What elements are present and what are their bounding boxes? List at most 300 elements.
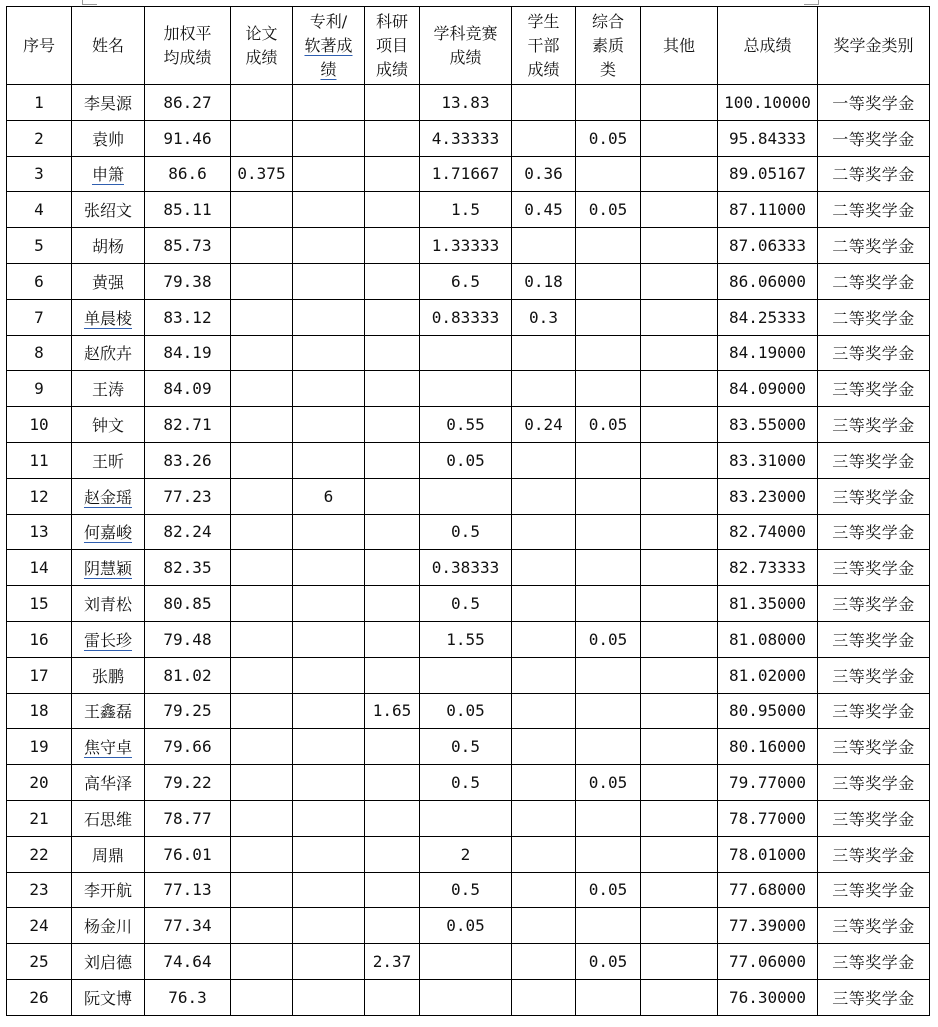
- header-name-line: 姓名: [91, 35, 124, 55]
- cell-contest: [420, 192, 512, 228]
- cell-paper: [231, 407, 293, 443]
- cell-category: [818, 836, 930, 872]
- total-text: 86.06000: [728, 271, 807, 291]
- cell-category: [818, 872, 930, 908]
- cell-category: [818, 335, 930, 371]
- table-row: [7, 765, 930, 801]
- quality-text: 0.05: [588, 200, 628, 220]
- cell-gpa: [145, 228, 231, 264]
- header-research: [365, 7, 420, 85]
- cell-category: [818, 621, 930, 657]
- cell-contest: [420, 156, 512, 192]
- cell-paper: [231, 872, 293, 908]
- gpa-text: 85.73: [163, 236, 212, 256]
- cell-quality: [576, 335, 641, 371]
- cadre-text: 0.45: [524, 200, 563, 220]
- cell-cadre: [512, 442, 576, 478]
- total-text: 79.77000: [728, 773, 807, 793]
- cell-gpa: [145, 657, 231, 693]
- cell-seq: [7, 156, 72, 192]
- gpa-text: 77.34: [163, 916, 212, 936]
- total-text: 84.25333: [728, 307, 807, 327]
- header-contest: [420, 7, 512, 85]
- name-text: 赵欣卉: [83, 344, 132, 364]
- cell-patent: [293, 478, 365, 514]
- cell-patent: [293, 85, 365, 121]
- contest-text: 0.05: [446, 701, 485, 721]
- total-text: 89.05167: [728, 164, 807, 184]
- total-text: 95.84333: [728, 128, 807, 148]
- cell-research: [365, 228, 420, 264]
- header-other-line: 其他: [662, 35, 695, 55]
- cell-cadre: [512, 944, 576, 980]
- cell-cadre: [512, 836, 576, 872]
- cell-patent: [293, 407, 365, 443]
- category-text: 二等奖学金: [832, 201, 915, 221]
- cell-cadre: [512, 765, 576, 801]
- cell-research: [365, 192, 420, 228]
- cell-cadre: [512, 335, 576, 371]
- cell-research: [365, 800, 420, 836]
- name-text: 李开航: [83, 881, 132, 901]
- cell-other: [641, 979, 718, 1015]
- gpa-text: 76.01: [163, 844, 212, 864]
- cell-patent: [293, 979, 365, 1015]
- table-row: [7, 371, 930, 407]
- category-text: 三等奖学金: [832, 344, 915, 364]
- total-text: 87.06333: [728, 236, 807, 256]
- name-text: 杨金川: [83, 917, 132, 937]
- total-text: 82.73333: [728, 558, 807, 578]
- cell-paper: [231, 729, 293, 765]
- cell-name: [72, 657, 145, 693]
- cell-paper: [231, 228, 293, 264]
- seq-text: 14: [29, 558, 49, 578]
- cell-total: [718, 299, 818, 335]
- contest-text: 1.55: [446, 629, 485, 649]
- name-text: 周鼎: [91, 845, 124, 865]
- category-text: 三等奖学金: [832, 523, 915, 543]
- patent-text: 6: [323, 486, 334, 506]
- name-text: 焦守卓: [83, 738, 132, 758]
- cell-paper: [231, 657, 293, 693]
- cell-paper: [231, 120, 293, 156]
- cell-research: [365, 550, 420, 586]
- cell-paper: [231, 85, 293, 121]
- cell-cadre: [512, 729, 576, 765]
- cell-quality: [576, 586, 641, 622]
- cell-seq: [7, 729, 72, 765]
- total-text: 84.09000: [728, 379, 807, 399]
- cell-quality: [576, 192, 641, 228]
- table-row: [7, 514, 930, 550]
- cell-name: [72, 299, 145, 335]
- seq-text: 4: [34, 200, 44, 220]
- cell-research: [365, 872, 420, 908]
- gpa-text: 85.11: [163, 200, 212, 220]
- cell-gpa: [145, 299, 231, 335]
- cell-category: [818, 299, 930, 335]
- category-text: 一等奖学金: [832, 129, 915, 149]
- cell-seq: [7, 478, 72, 514]
- cell-seq: [7, 299, 72, 335]
- cell-seq: [7, 228, 72, 264]
- cell-category: [818, 156, 930, 192]
- cell-other: [641, 621, 718, 657]
- category-text: 二等奖学金: [832, 308, 915, 328]
- seq-text: 2: [34, 128, 44, 148]
- cell-name: [72, 872, 145, 908]
- contest-text: 1.5: [451, 200, 480, 220]
- scholarship-table: [6, 6, 930, 1016]
- cell-cadre: [512, 85, 576, 121]
- cell-quality: [576, 693, 641, 729]
- table-row: [7, 550, 930, 586]
- cell-contest: [420, 371, 512, 407]
- cell-patent: [293, 729, 365, 765]
- cell-cadre: [512, 872, 576, 908]
- quality-text: 0.05: [588, 880, 628, 900]
- cell-total: [718, 263, 818, 299]
- cell-contest: [420, 836, 512, 872]
- cell-total: [718, 872, 818, 908]
- contest-text: 0.5: [451, 594, 480, 614]
- category-text: 三等奖学金: [832, 738, 915, 758]
- cell-gpa: [145, 85, 231, 121]
- cell-seq: [7, 908, 72, 944]
- cell-total: [718, 156, 818, 192]
- cell-research: [365, 514, 420, 550]
- cell-name: [72, 85, 145, 121]
- cell-gpa: [145, 872, 231, 908]
- category-text: 三等奖学金: [832, 487, 915, 507]
- cell-category: [818, 550, 930, 586]
- cell-patent: [293, 156, 365, 192]
- cell-seq: [7, 514, 72, 550]
- cell-category: [818, 228, 930, 264]
- cell-quality: [576, 156, 641, 192]
- cell-research: [365, 586, 420, 622]
- cell-seq: [7, 800, 72, 836]
- category-text: 三等奖学金: [832, 845, 915, 865]
- cell-name: [72, 156, 145, 192]
- cell-paper: [231, 586, 293, 622]
- header-patent: [293, 7, 365, 85]
- cell-research: [365, 85, 420, 121]
- cell-other: [641, 263, 718, 299]
- cell-research: [365, 657, 420, 693]
- table-row: [7, 85, 930, 121]
- cell-other: [641, 765, 718, 801]
- seq-text: 25: [29, 952, 49, 972]
- table-row: [7, 872, 930, 908]
- header-paper: [231, 7, 293, 85]
- table-row: [7, 263, 930, 299]
- cell-seq: [7, 335, 72, 371]
- table-row: [7, 657, 930, 693]
- cell-cadre: [512, 908, 576, 944]
- cell-name: [72, 263, 145, 299]
- cell-total: [718, 228, 818, 264]
- gpa-text: 82.24: [163, 522, 212, 542]
- contest-text: 0.55: [446, 415, 485, 435]
- cell-name: [72, 478, 145, 514]
- cell-other: [641, 299, 718, 335]
- gpa-text: 78.77: [163, 808, 212, 828]
- total-text: 77.06000: [728, 952, 807, 972]
- cell-total: [718, 120, 818, 156]
- cell-contest: [420, 407, 512, 443]
- header-research-line: 项目: [375, 35, 408, 55]
- cell-total: [718, 729, 818, 765]
- cell-contest: [420, 120, 512, 156]
- category-text: 三等奖学金: [832, 666, 915, 686]
- cell-category: [818, 586, 930, 622]
- cell-contest: [420, 85, 512, 121]
- cell-seq: [7, 836, 72, 872]
- contest-text: 1.33333: [431, 236, 500, 256]
- gpa-text: 83.26: [163, 450, 212, 470]
- cell-cadre: [512, 514, 576, 550]
- gpa-text: 79.22: [163, 773, 212, 793]
- seq-text: 8: [34, 343, 44, 363]
- cell-other: [641, 586, 718, 622]
- cell-gpa: [145, 371, 231, 407]
- contest-text: 0.05: [446, 916, 485, 936]
- cell-total: [718, 335, 818, 371]
- cell-paper: [231, 800, 293, 836]
- cell-paper: [231, 299, 293, 335]
- cell-contest: [420, 872, 512, 908]
- cell-other: [641, 156, 718, 192]
- cell-paper: [231, 371, 293, 407]
- cell-other: [641, 693, 718, 729]
- cell-contest: [420, 442, 512, 478]
- cell-quality: [576, 872, 641, 908]
- cell-patent: [293, 228, 365, 264]
- table-row: [7, 192, 930, 228]
- cell-other: [641, 442, 718, 478]
- cell-patent: [293, 621, 365, 657]
- gpa-text: 76.3: [168, 987, 207, 1007]
- cell-seq: [7, 765, 72, 801]
- cell-patent: [293, 872, 365, 908]
- cell-category: [818, 944, 930, 980]
- cell-cadre: [512, 228, 576, 264]
- seq-text: 24: [29, 916, 49, 936]
- cell-category: [818, 693, 930, 729]
- cell-research: [365, 765, 420, 801]
- cell-other: [641, 800, 718, 836]
- header-quality-line: 素质: [591, 35, 624, 55]
- gpa-text: 83.12: [163, 307, 212, 327]
- cell-name: [72, 836, 145, 872]
- seq-text: 3: [34, 164, 44, 184]
- cell-paper: [231, 979, 293, 1015]
- cell-seq: [7, 263, 72, 299]
- crop-mark-left: [82, 0, 97, 5]
- cell-seq: [7, 872, 72, 908]
- cell-paper: [231, 192, 293, 228]
- cell-name: [72, 979, 145, 1015]
- cell-gpa: [145, 442, 231, 478]
- cell-total: [718, 550, 818, 586]
- seq-text: 9: [34, 379, 44, 399]
- seq-text: 15: [29, 594, 49, 614]
- cell-seq: [7, 586, 72, 622]
- cell-name: [72, 335, 145, 371]
- header-other: [641, 7, 718, 85]
- cell-research: [365, 371, 420, 407]
- category-text: 一等奖学金: [832, 93, 915, 113]
- table-row: [7, 729, 930, 765]
- cell-contest: [420, 299, 512, 335]
- cell-other: [641, 371, 718, 407]
- table-row: [7, 478, 930, 514]
- cell-paper: [231, 944, 293, 980]
- cell-quality: [576, 550, 641, 586]
- header-contest-line: 学科竞赛: [433, 23, 498, 43]
- cell-category: [818, 908, 930, 944]
- cell-gpa: [145, 908, 231, 944]
- cell-contest: [420, 765, 512, 801]
- cell-quality: [576, 729, 641, 765]
- cell-name: [72, 800, 145, 836]
- cell-patent: [293, 514, 365, 550]
- header-research-line: 成绩: [375, 59, 408, 79]
- cell-research: [365, 621, 420, 657]
- total-text: 80.95000: [728, 701, 807, 721]
- name-text: 申箫: [91, 165, 124, 185]
- cell-gpa: [145, 192, 231, 228]
- cell-name: [72, 586, 145, 622]
- seq-text: 21: [29, 808, 49, 828]
- table-row: [7, 836, 930, 872]
- name-text: 王涛: [91, 380, 124, 400]
- header-cadre-line: 学生: [527, 11, 560, 31]
- header-row: [7, 7, 930, 85]
- cell-gpa: [145, 335, 231, 371]
- cell-contest: [420, 800, 512, 836]
- research-text: 1.65: [372, 701, 412, 721]
- cell-category: [818, 729, 930, 765]
- total-text: 77.68000: [728, 880, 807, 900]
- category-text: 三等奖学金: [832, 451, 915, 471]
- cell-name: [72, 228, 145, 264]
- total-text: 81.35000: [728, 594, 807, 614]
- paper-text: 0.375: [237, 164, 286, 184]
- cell-quality: [576, 263, 641, 299]
- cell-quality: [576, 120, 641, 156]
- name-text: 高华泽: [83, 774, 132, 794]
- category-text: 三等奖学金: [832, 702, 915, 722]
- contest-text: 4.33333: [431, 128, 500, 148]
- cell-name: [72, 729, 145, 765]
- seq-text: 6: [34, 271, 44, 291]
- cell-category: [818, 85, 930, 121]
- seq-text: 26: [29, 987, 49, 1007]
- category-text: 三等奖学金: [832, 881, 915, 901]
- cell-cadre: [512, 657, 576, 693]
- cell-patent: [293, 263, 365, 299]
- seq-text: 1: [34, 92, 44, 112]
- cell-patent: [293, 693, 365, 729]
- cell-paper: [231, 514, 293, 550]
- cell-contest: [420, 586, 512, 622]
- cell-paper: [231, 621, 293, 657]
- cell-cadre: [512, 550, 576, 586]
- name-text: 何嘉峻: [83, 523, 132, 543]
- cell-seq: [7, 85, 72, 121]
- gpa-text: 79.38: [163, 271, 212, 291]
- cell-gpa: [145, 800, 231, 836]
- cell-patent: [293, 550, 365, 586]
- header-quality: [576, 7, 641, 85]
- cell-research: [365, 156, 420, 192]
- name-text: 单晨棱: [83, 308, 132, 328]
- cell-gpa: [145, 550, 231, 586]
- gpa-text: 86.6: [168, 164, 207, 184]
- gpa-text: 77.23: [163, 486, 212, 506]
- cell-gpa: [145, 979, 231, 1015]
- cadre-text: 0.3: [529, 307, 558, 327]
- cell-name: [72, 120, 145, 156]
- cell-seq: [7, 407, 72, 443]
- cell-other: [641, 944, 718, 980]
- cell-paper: [231, 765, 293, 801]
- cell-quality: [576, 979, 641, 1015]
- total-text: 82.74000: [728, 522, 807, 542]
- cell-category: [818, 657, 930, 693]
- cell-other: [641, 872, 718, 908]
- contest-text: 1.71667: [431, 164, 500, 184]
- cell-research: [365, 335, 420, 371]
- header-total-line: 总成绩: [743, 35, 792, 55]
- cell-paper: [231, 550, 293, 586]
- category-text: 三等奖学金: [832, 559, 915, 579]
- total-text: 78.01000: [728, 844, 807, 864]
- cell-cadre: [512, 800, 576, 836]
- header-category: [818, 7, 930, 85]
- cell-patent: [293, 908, 365, 944]
- cell-contest: [420, 979, 512, 1015]
- cell-quality: [576, 800, 641, 836]
- cell-seq: [7, 657, 72, 693]
- cell-patent: [293, 442, 365, 478]
- total-text: 77.39000: [728, 916, 807, 936]
- cell-category: [818, 765, 930, 801]
- cell-quality: [576, 85, 641, 121]
- cell-total: [718, 908, 818, 944]
- table-row: [7, 299, 930, 335]
- header-category-line: 奖学金类别: [833, 35, 914, 55]
- table-row: [7, 621, 930, 657]
- cell-category: [818, 979, 930, 1015]
- cell-other: [641, 729, 718, 765]
- gpa-text: 79.66: [163, 737, 212, 757]
- cell-patent: [293, 657, 365, 693]
- cell-cadre: [512, 192, 576, 228]
- cell-name: [72, 550, 145, 586]
- cell-other: [641, 514, 718, 550]
- table-row: [7, 156, 930, 192]
- cell-cadre: [512, 621, 576, 657]
- cell-patent: [293, 586, 365, 622]
- cell-seq: [7, 120, 72, 156]
- cell-cadre: [512, 586, 576, 622]
- header-paper-line: 成绩: [245, 47, 278, 67]
- cell-category: [818, 407, 930, 443]
